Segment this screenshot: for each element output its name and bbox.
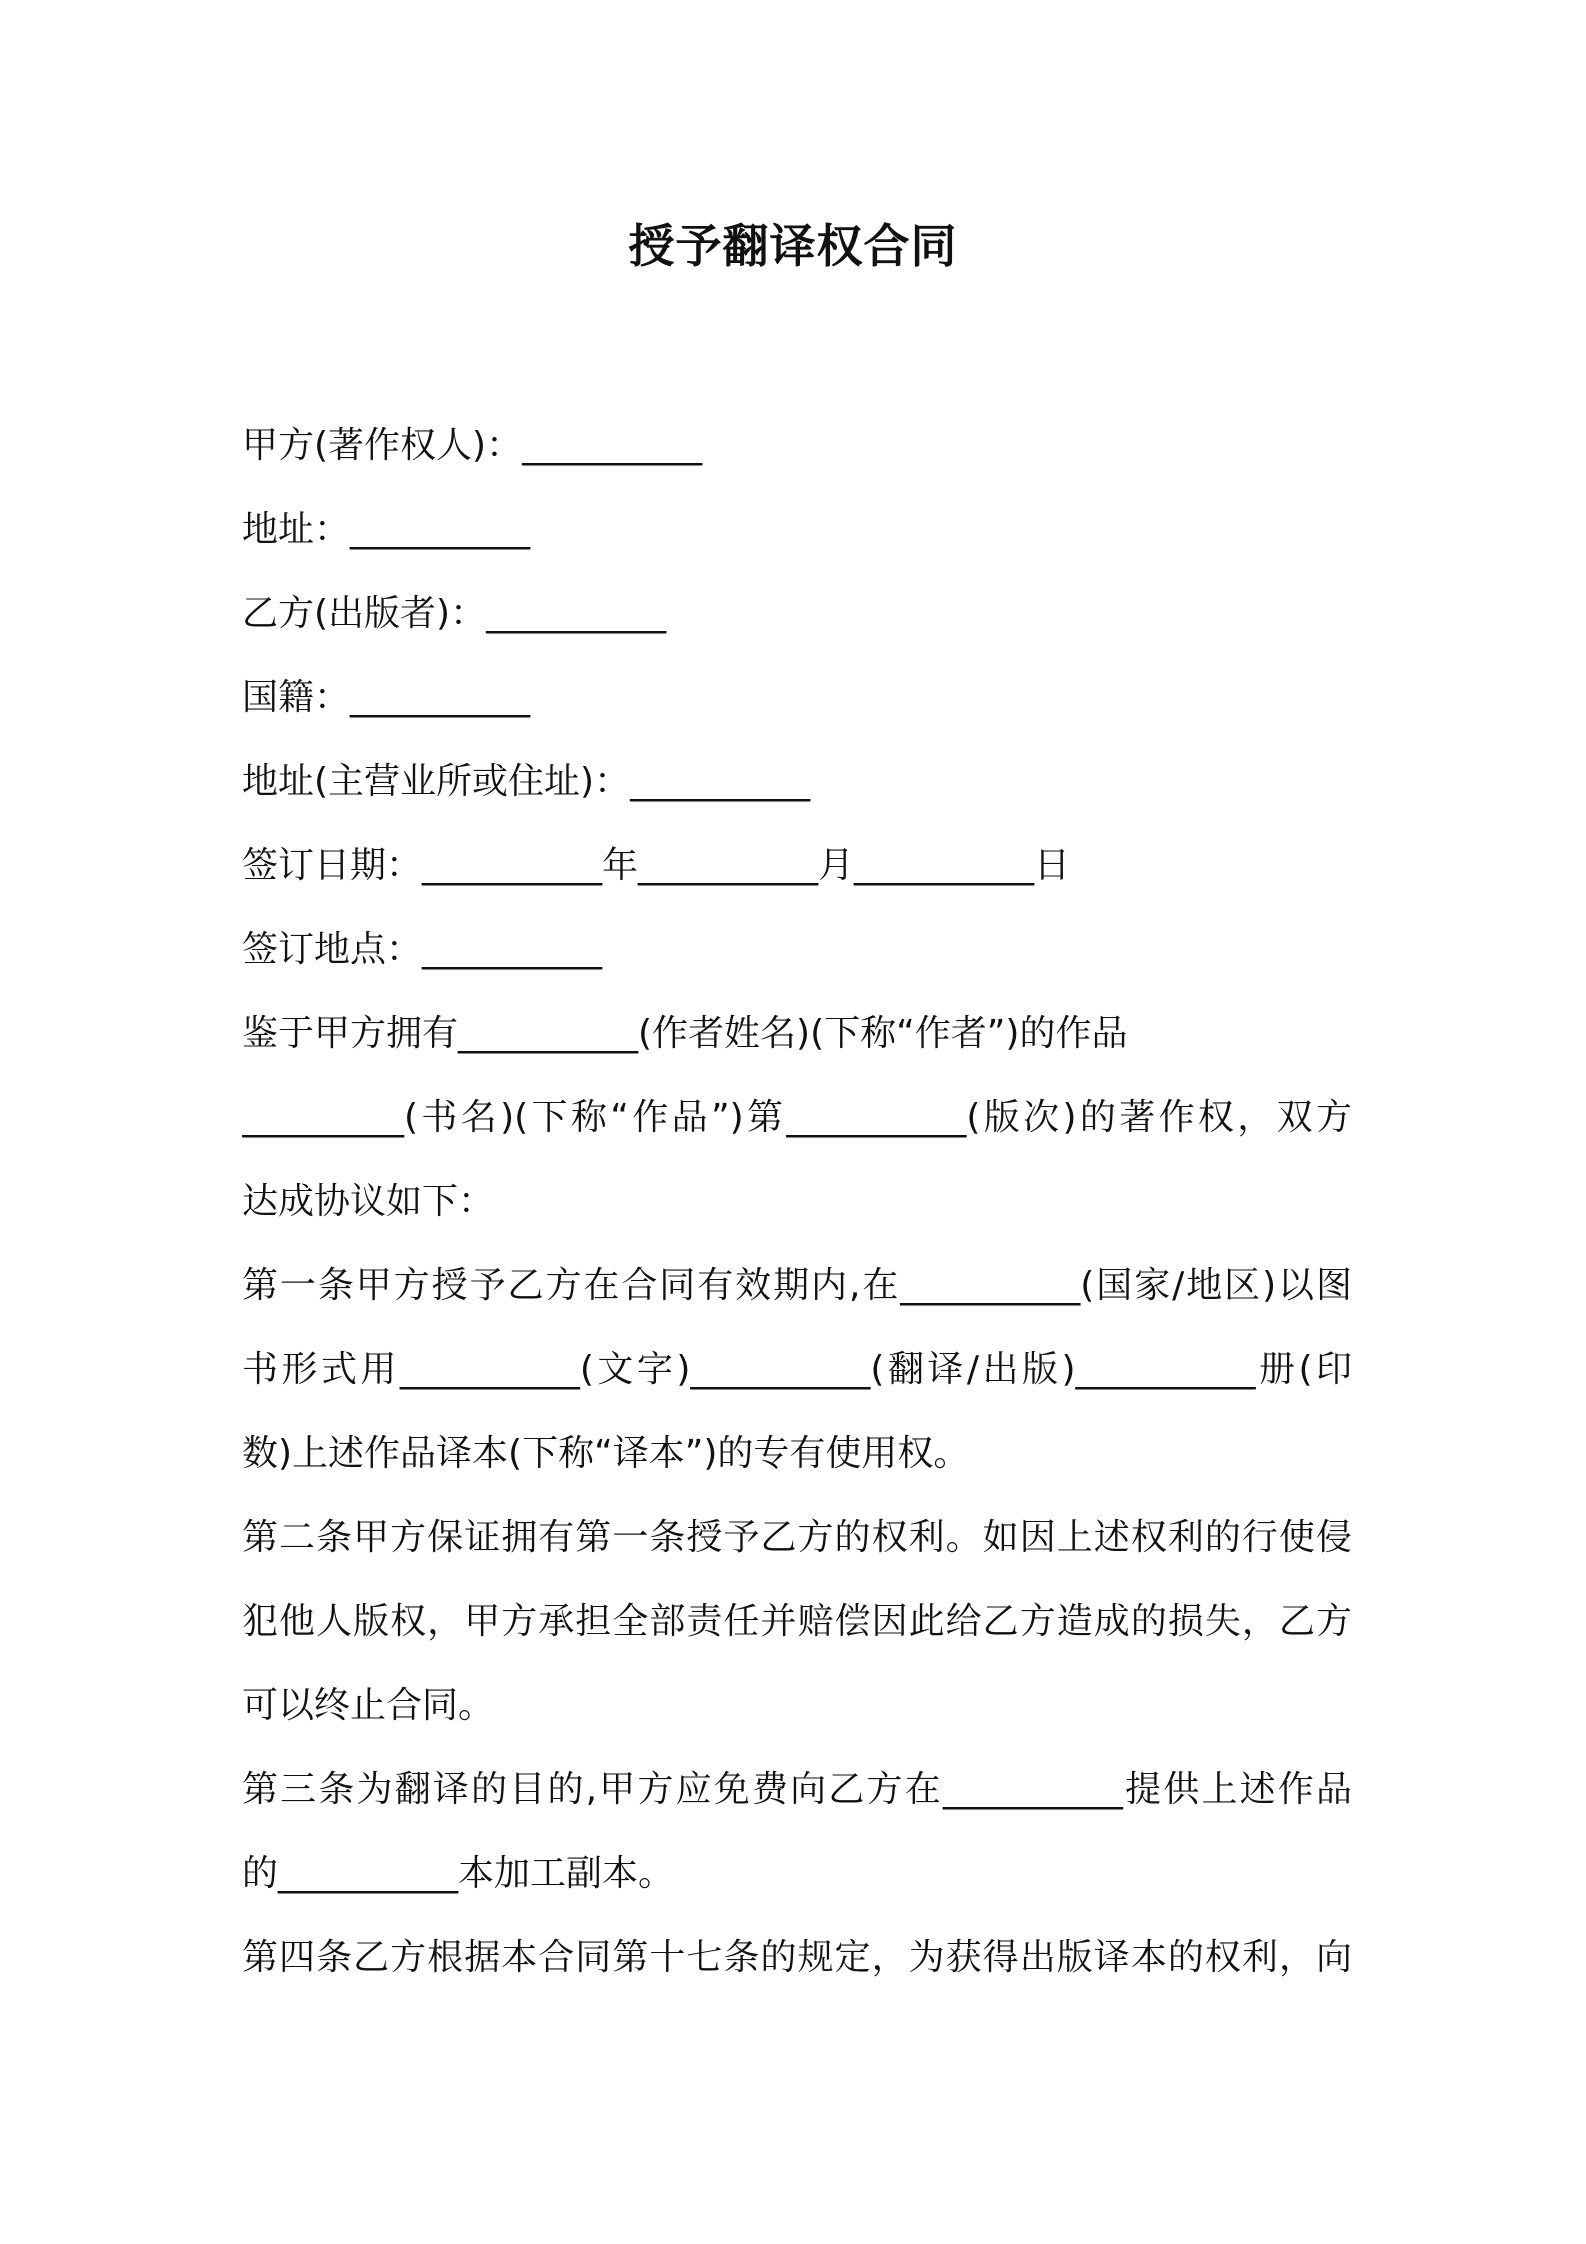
party-a-address-line: 地址：__________ bbox=[242, 509, 531, 550]
document-title: 授予翻译权合同 bbox=[628, 219, 958, 273]
article-3-line-1: 第三条为翻译的目的,甲方应免费向乙方在__________提供上述作品 bbox=[242, 1769, 1352, 1810]
preamble-line-2: _________(书名)(下称“作品”)第__________(版次)的著作权，双方 bbox=[242, 1097, 1352, 1138]
party-b-address-line: 地址(主营业所或住址)：__________ bbox=[242, 761, 811, 802]
article-1-line-2: 书形式用__________(文字)__________(翻译/出版)__________册(印 bbox=[242, 1349, 1352, 1390]
party-a-line: 甲方(著作权人)：__________ bbox=[242, 425, 703, 466]
article-1-line-3: 数)上述作品译本(下称“译本”)的专有使用权。 bbox=[242, 1433, 970, 1474]
article-3-line-2: 的__________本加工副本。 bbox=[242, 1853, 675, 1894]
party-b-line: 乙方(出版者)：__________ bbox=[242, 593, 667, 634]
article-2-line-2: 犯他人版权，甲方承担全部责任并赔偿因此给乙方造成的损失，乙方 bbox=[242, 1601, 1352, 1642]
preamble-line-3: 达成协议如下： bbox=[242, 1181, 495, 1222]
signing-date-line: 签订日期：__________年__________月__________日 bbox=[242, 845, 1071, 886]
nationality-line: 国籍：__________ bbox=[242, 677, 531, 718]
article-1-line-1: 第一条甲方授予乙方在合同有效期内,在__________(国家/地区)以图 bbox=[242, 1265, 1352, 1306]
document-body bbox=[242, 404, 1352, 2000]
preamble-line-1: 鉴于甲方拥有__________(作者姓名)(下称“作者”)的作品 bbox=[242, 1013, 1128, 1054]
article-4-line-1: 第四条乙方根据本合同第十七条的规定，为获得出版译本的权利，向 bbox=[242, 1937, 1352, 1978]
article-2-line-3: 可以终止合同。 bbox=[242, 1685, 495, 1726]
article-2-line-1: 第二条甲方保证拥有第一条授予乙方的权利。如因上述权利的行使侵 bbox=[242, 1517, 1352, 1558]
signing-place-line: 签订地点：__________ bbox=[242, 929, 603, 970]
